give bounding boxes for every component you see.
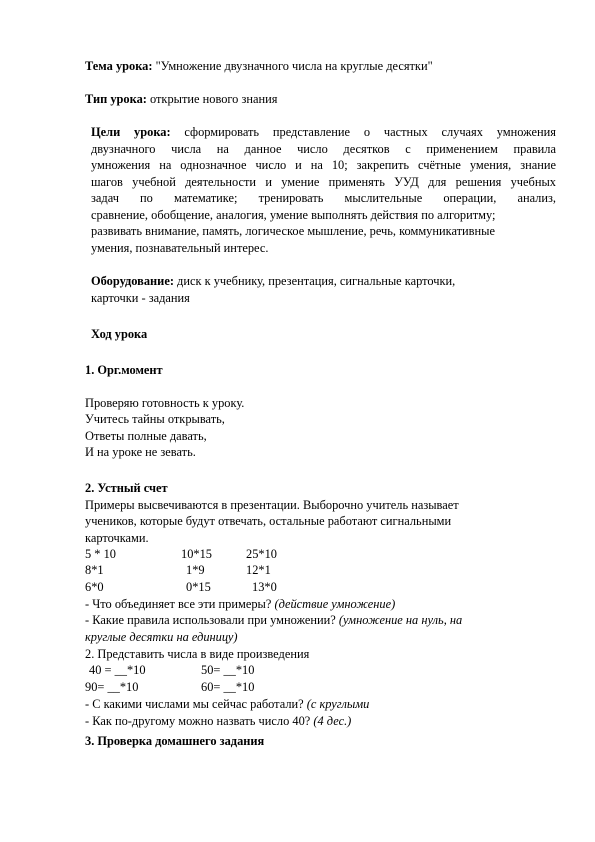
example-cell: 8*1: [85, 563, 104, 577]
section-2-intro-line: Примеры высвечиваются в презентации. Выборочно учитель называет: [85, 498, 459, 512]
poem-line: Учитесь тайны открывать,: [85, 412, 225, 426]
question-2: [85, 612, 462, 628]
topic-value: "Умножение двузначного числа на круглые десятки": [152, 59, 433, 73]
example-cell: 6*0: [85, 580, 104, 594]
product-cell: 40 = __*10: [89, 663, 146, 677]
example-cell: 10*15: [181, 547, 212, 561]
poem-line: И на уроке не зевать.: [85, 445, 196, 459]
course-heading: Ход урока: [91, 327, 148, 341]
lesson-type-value: открытие нового знания: [146, 92, 278, 106]
topic-label: Тема урока:: [85, 59, 153, 73]
question-4-answer: (4 дес.): [313, 714, 352, 728]
question-1-answer: (действие умножение): [274, 597, 396, 611]
question-3-text: - С какими числами мы сейчас работали?: [85, 697, 307, 711]
example-cell: 13*0: [252, 580, 277, 594]
question-1: [85, 596, 395, 612]
goals-line: шагов учебной деятельности и умение применять УУД для решения учебных: [91, 175, 556, 189]
equipment-line: [91, 273, 455, 289]
goals-line: умения, познавательный интерес.: [91, 241, 269, 255]
topic-line: [85, 58, 433, 74]
lesson-type-label: Тип урока:: [85, 92, 147, 106]
product-cell: 60= __*10: [201, 680, 255, 694]
equipment-text: диск к учебнику, презентация, сигнальные карточки,: [173, 274, 456, 288]
equipment-line-2: карточки - задания: [91, 291, 190, 305]
example-cell: 25*10: [246, 547, 277, 561]
example-cell: 1*9: [186, 563, 205, 577]
product-cell: 50= __*10: [201, 663, 255, 677]
question-2-answer: (умножение на нуль, на: [338, 613, 463, 627]
equipment-label: Оборудование:: [91, 274, 174, 288]
example-cell: 12*1: [246, 563, 271, 577]
goals-first-text: сформировать представление о частных случаях умножения: [170, 125, 556, 139]
section-2-intro-line: учеников, которые будут отвечать, остальные работают сигнальными: [85, 514, 452, 528]
poem-line: Проверяю готовность к уроку.: [85, 396, 245, 410]
example-cell: 5 * 10: [85, 547, 116, 561]
goals-first-line: [91, 124, 556, 140]
goals-line: задач по математике; тренировать мыслительные операции, анализ,: [91, 191, 556, 205]
example-cell: 0*15: [186, 580, 211, 594]
goals-label: Цели урока:: [91, 125, 171, 139]
question-3: [85, 696, 369, 712]
section-3-title: 3. Проверка домашнего задания: [85, 734, 265, 748]
lesson-type-line: [85, 91, 277, 107]
question-1-text: - Что объединяет все эти примеры?: [85, 597, 275, 611]
question-2-text: - Какие правила использовали при умножении?: [85, 613, 339, 627]
goals-line: развивать внимание, память, логическое мышление, речь, коммуникативные: [91, 224, 495, 238]
poem-line: Ответы полные давать,: [85, 429, 207, 443]
section-1-title: 1. Орг.момент: [85, 363, 163, 377]
product-cell: 90= __*10: [85, 680, 139, 694]
section-2-title: 2. Устный счет: [85, 481, 168, 495]
goals-line: умножения на однозначное число и на 10; закрепить счётные умения, знание: [91, 158, 556, 172]
question-2-answer-cont: круглые десятки на единицу): [85, 630, 238, 644]
section-2-intro-line: карточками.: [85, 531, 149, 545]
question-3-answer: (с круглыми: [306, 697, 370, 711]
question-4: [85, 713, 351, 729]
task-2: 2. Представить числа в виде произведения: [85, 647, 310, 661]
goals-line: двузначного числа на данное число десятков с применением правила: [91, 142, 556, 156]
goals-line: сравнение, обобщение, аналогия, умение выполнять действия по алгоритму;: [91, 208, 496, 222]
question-4-text: - Как по-другому можно назвать число 40?: [85, 714, 314, 728]
